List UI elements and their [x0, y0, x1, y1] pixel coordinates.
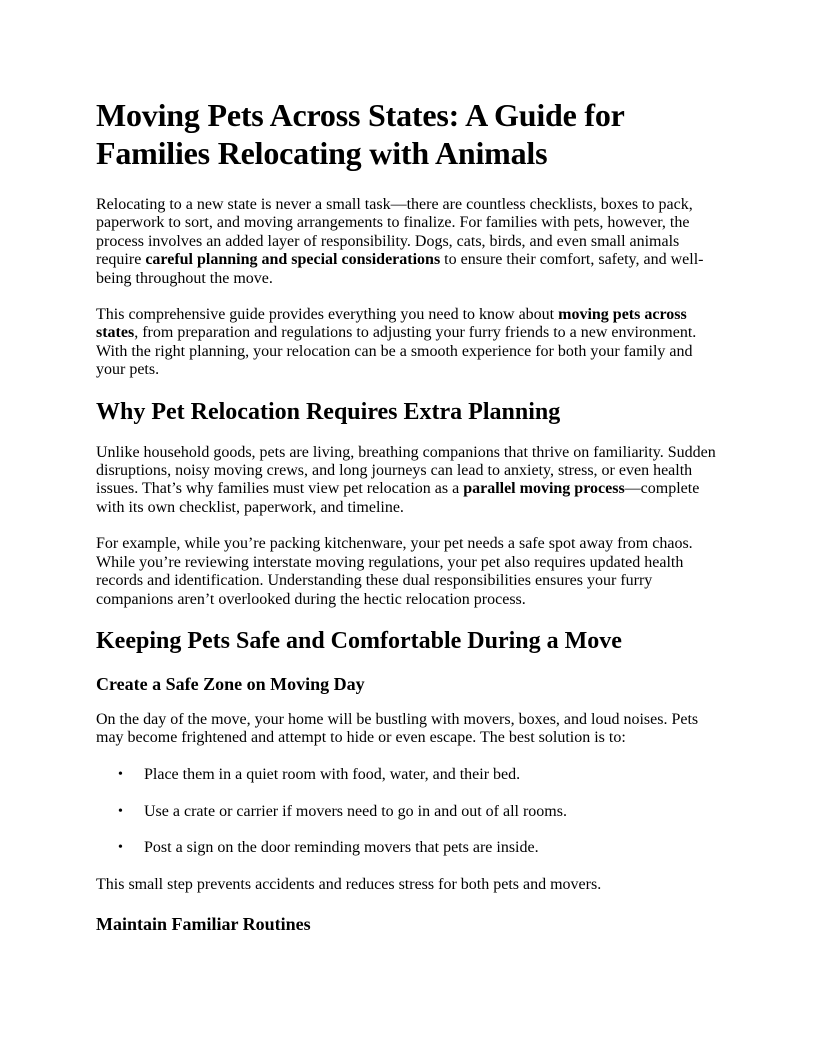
bullet-icon: •: [118, 766, 123, 782]
safe-zone-paragraph-1: On the day of the move, your home will be bustling with movers, boxes, and loud noises. Pets may become frightened and attempt to hide or even escape. The best solution is to:: [96, 710, 699, 747]
section-heading-why-planning: Why Pet Relocation Requires Extra Planning: [96, 398, 561, 425]
list-item-text: Use a crate or carrier if movers need to go in and out of all rooms.: [144, 802, 567, 820]
list-item-text: Place them in a quiet room with food, water, and their bed.: [144, 765, 521, 783]
section1-p1-text-b: —complete with its own checklist, paperwork, and timeline.: [96, 480, 700, 516]
document-title: Moving Pets Across States: A Guide for Families Relocating with Animals: [96, 97, 625, 171]
intro-p1-bold: careful planning and special considerations: [145, 251, 441, 269]
safe-zone-paragraph-2: This small step prevents accidents and reduces stress for both pets and movers.: [96, 876, 602, 894]
intro-paragraph-1: [96, 196, 720, 288]
intro-p1-text-a: Relocating to a new state is never a small task—there are countless checklists, boxes to pack, paperwork to sort, and moving arrangements to finalize. For families with pets, however, the process involves an added layer of responsibility. Dogs, cats, birds, and even small animals require: [96, 196, 693, 269]
intro-p1-text-b: to ensure their comfort, safety, and well-being throughout the move.: [96, 251, 704, 287]
subheading-familiar-routines: Maintain Familiar Routines: [96, 913, 311, 934]
list-item-text: Post a sign on the door reminding movers that pets are inside.: [144, 839, 539, 857]
bullet-icon: •: [118, 803, 123, 819]
section-heading-keeping-pets-safe: Keeping Pets Safe and Comfortable During a Move: [96, 627, 622, 654]
intro-p2-text-b: , from preparation and regulations to adjusting your furry friends to a new environment. With the right planning, your relocation can be a smooth experience for both your family and your pets.: [96, 324, 697, 379]
section1-p1-bold: parallel moving process: [463, 480, 625, 498]
list-item: [96, 766, 720, 784]
safe-zone-list: [96, 766, 720, 858]
list-item: [96, 803, 720, 821]
list-item: [96, 839, 720, 857]
intro-p2-text-a: This comprehensive guide provides everything you need to know about: [96, 306, 559, 324]
intro-paragraph-2: [96, 306, 720, 380]
subheading-safe-zone: Create a Safe Zone on Moving Day: [96, 673, 365, 694]
section1-paragraph-1: [96, 444, 720, 518]
section1-p1-text-a: Unlike household goods, pets are living, breathing companions that thrive on familiarity. Sudden disruptions, noisy moving crews, and long journeys can lead to anxiety, stress, or even health issues. That’s why families must view pet relocation as a: [96, 443, 716, 498]
intro-p2-bold: moving pets across states: [96, 306, 687, 342]
document-page: [96, 96, 720, 951]
section1-paragraph-2: For example, while you’re packing kitchenware, your pet needs a safe spot away from chaos. While you’re reviewing interstate moving regulations, your pet also requires updated health records and identification. Understanding these dual responsibilities ensures your furry companions aren’t overlooked during the hectic relocation process.: [96, 535, 693, 608]
bullet-icon: •: [118, 840, 123, 856]
